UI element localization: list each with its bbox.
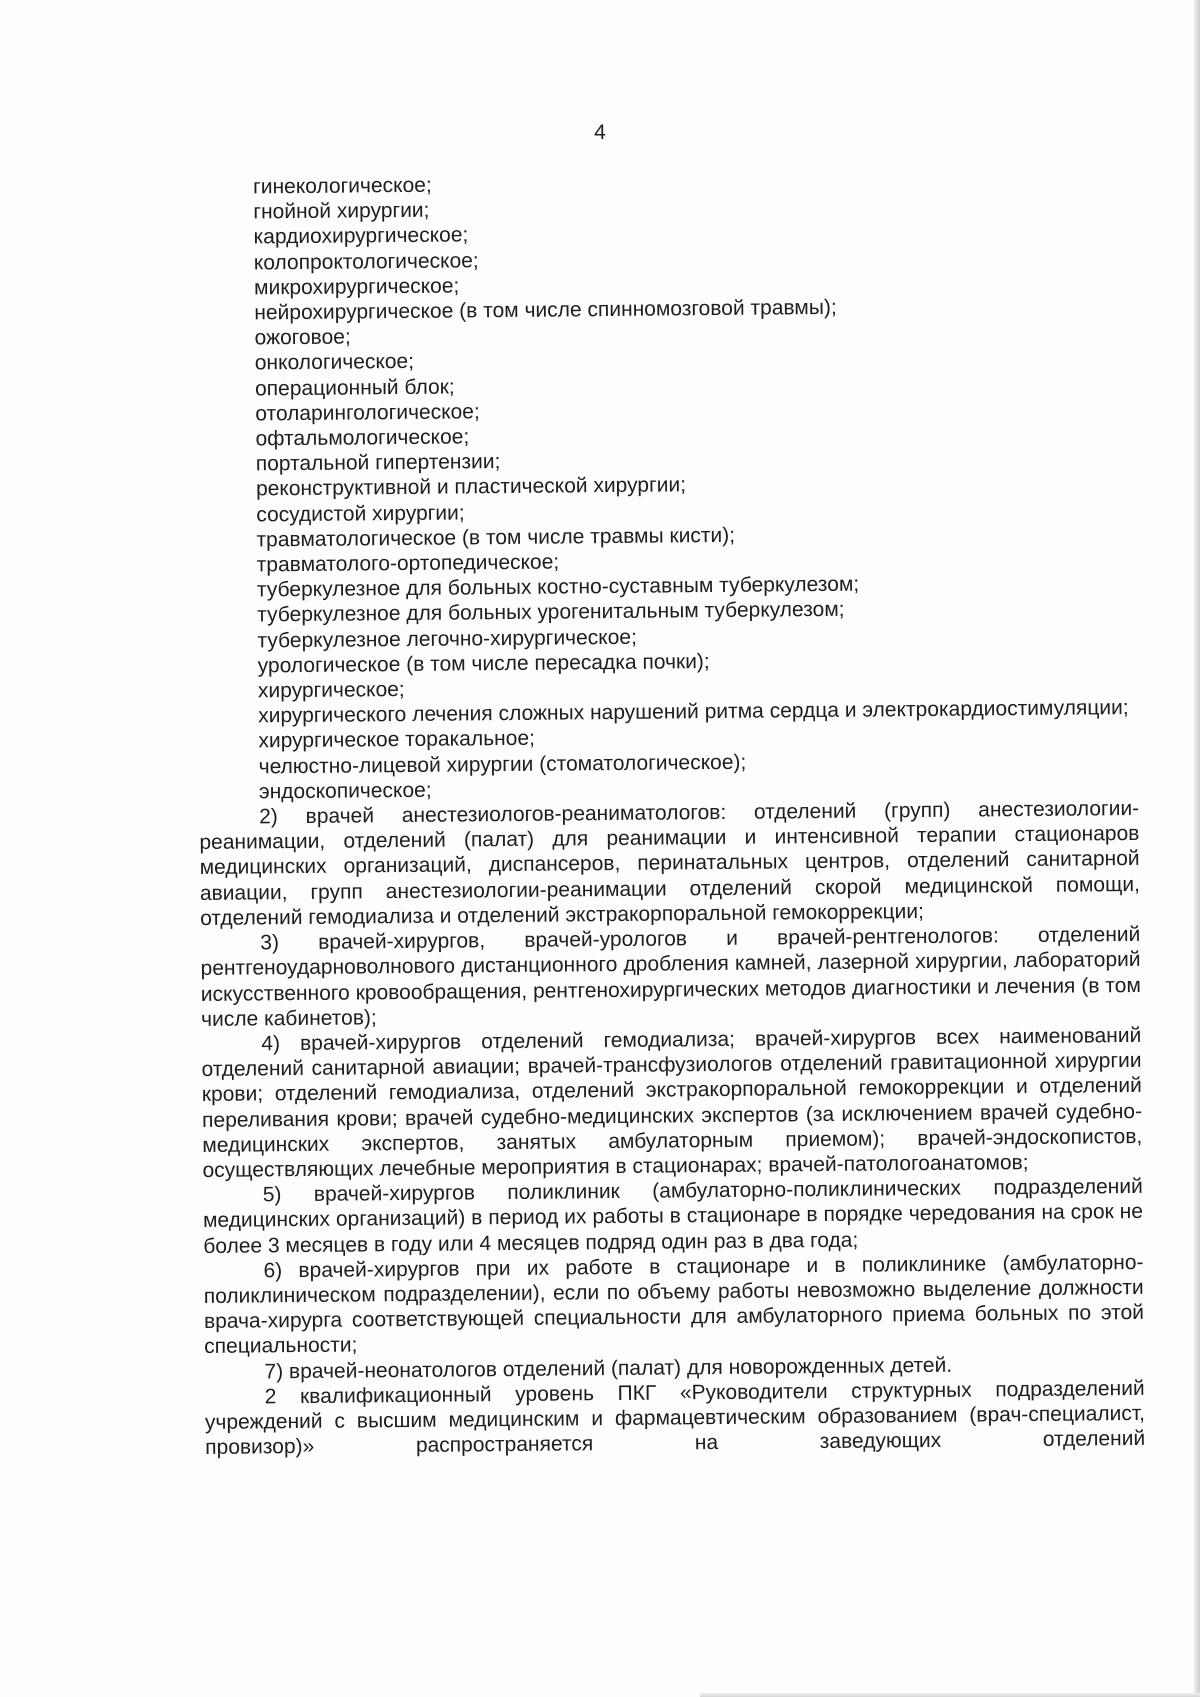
list-item: туберкулезное для больных костно-суставным туберкулезом; <box>256 572 860 602</box>
list-item: ожоговое; <box>254 325 351 350</box>
list-item: реконструктивной и пластической хирургии; <box>255 473 687 501</box>
list-item: туберкулезное для больных урогенитальным туберкулезом; <box>257 598 845 627</box>
list-item: эндоскопическое; <box>258 778 432 804</box>
list-item: туберкулезное легочно-хирургическое; <box>257 625 637 653</box>
numbered-paragraph: 4) врачей-хирургов отделений гемодиализа; врачей-хирургов всех наименований отделений санитарной авиации; врачей-трансфузиологов отделений гравитационной хирургии крови; отделений гемодиализа, отделений экстракорпоральной гемокоррекции и отделений переливания крови; врачей судебно-медицинских экспертов (за исключением врачей судебно-медицинских экспертов, занятых амбулаторным приемом); врачей-эндоскопистов, осуществляющих лечебные мероприятия в стационарах; врачей-патологоанатомов; <box>201 1023 1143 1182</box>
document-body <box>193 166 1145 1460</box>
list-item: колопроктологическое; <box>253 248 479 275</box>
numbered-paragraph: 3) врачей-хирургов, врачей-урологов и врачей-рентгенологов: отделений рентгеноударноволнового дистанционного дробления камней, лазерной хирургии, лабораторий искусственного кровообращения, рентгенохирургических методов диагностики и лечения (в том числе кабинетов); <box>200 923 1141 1031</box>
list-item: гнойной хирургии; <box>253 198 430 224</box>
list-item: онкологическое; <box>254 350 415 375</box>
scan-edge <box>1194 0 1200 1697</box>
list-item: челюстно-лицевой хирургии (стоматологическое); <box>258 750 747 779</box>
list-item-cardiac: хирургического лечения сложных нарушений ритма сердца и электрокардиостимуляции; <box>258 696 1129 728</box>
list-item: сосудистой хирургии; <box>256 501 465 527</box>
list-item: урологическое (в том числе пересадка почки); <box>257 649 710 678</box>
numbered-paragraph: 5) врачей-хирургов поликлиник (амбулаторно-поликлинических подразделений медицинских организаций) в период их работы в стационаре в порядке чередования на срок не более 3 месяцев в году или 4 месяцев подряд один раз в два года; <box>202 1175 1144 1258</box>
page-number: 4 <box>594 121 606 144</box>
list-item: хирургическое; <box>257 678 405 703</box>
list-item: гинекологическое; <box>253 173 432 199</box>
scan-edge <box>700 1693 1200 1697</box>
list-item: операционный блок; <box>254 375 455 401</box>
numbered-paragraph: 2) врачей анестезиологов-реаниматологов: отделений (групп) анестезиологии-реанимации, отделений (палат) для реанимации и интенсивной терапии стационаров медицинских организаций, диспансеров, перинатальных центров, отделений санитарной авиации, групп анестезиологии-реанимации отделений скорой медицинской помощи, отделений гемодиализа и отделений экстракорпоральной гемокоррекции; <box>199 797 1140 930</box>
list-item: портальной гипертензии; <box>255 450 501 476</box>
numbered-paragraph: 7) врачей-неонатологов отделений (палат) для новорожденных детей. <box>264 1353 953 1383</box>
list-item: травматологическое (в том числе травмы кисти); <box>256 523 736 552</box>
list-item: нейрохирургическое (в том числе спинномозговой травмы); <box>254 295 837 325</box>
numbered-paragraphs <box>199 796 1145 1385</box>
list-item: кардиохирургическое; <box>253 223 469 249</box>
list-item: травматолого-ортопедическое; <box>256 550 560 577</box>
department-list-tail <box>198 720 1139 805</box>
final-paragraph: 2 квалификационный уровень ПКГ «Руководители структурных подразделений учреждений с высшим медицинским и фармацевтическим образованием (врач-специалист, провизор)» распространяется на заведующих отделений <box>204 1376 1146 1460</box>
list-item: отоларингологическое; <box>255 400 480 426</box>
list-item: хирургическое торакальное; <box>258 727 536 753</box>
numbered-paragraph: 6) врачей-хирургов при их работе в стационаре и в поликлинике (амбулаторно-поликлиническом подразделении), если по объему работы невозможно выделение должности врача-хирурга соответствующей специальности для амбулаторного приема больных по этой специальности; <box>203 1250 1145 1359</box>
list-item: микрохирургическое; <box>253 274 460 300</box>
list-item: офтальмологическое; <box>255 425 470 451</box>
department-list <box>193 166 1138 704</box>
